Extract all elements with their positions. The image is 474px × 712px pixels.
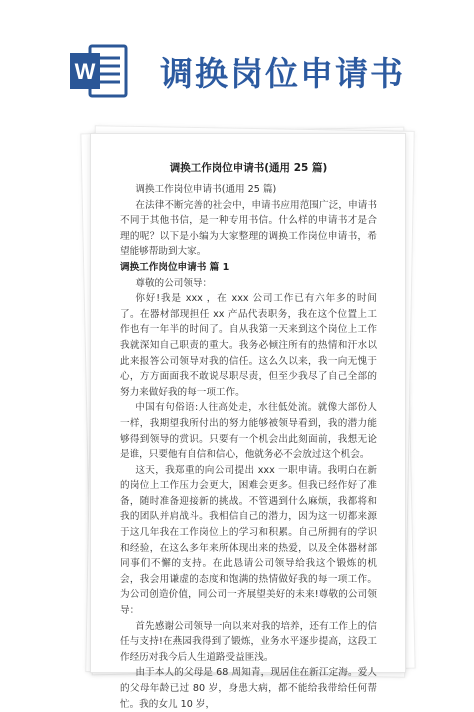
body-paragraph: 你好!我是 xxx ，在 xxx 公司工作已有六年多的时间了。在器材部现担任 xx 产品代表职务，我在这个位置上工作也有一年半的时间了。自从我第一天来到这个岗位上工作我就深知自己职责的重大。我务必倾注所有的热情和汗水以此来报答公司领导对我的信任。这么久以来，我一向无愧于心，方方面面我不敢说尽职尽责，但至少我尽了自己全部的努力来做好我的每一项工作。 <box>120 293 377 398</box>
section-heading: 调换工作岗位申请书 篇 1 <box>120 261 230 273</box>
body-paragraph: 这天，我郑重的向公司提出 xxx 一职申请。我明白在新的岗位上工作压力会更大，困难会更多。但我已经作好了准备，随时准备迎接新的挑战。不管遇到什么麻烦，我都将和我的团队并肩战斗。我相信自己的潜力，因为这一切都来源于这几年我在工作岗位上的学习和积累。自己所拥有的学识和经验，在这么多年来所体现出来的热爱，以及全体器材部同事们不懈的支持。在此恳请公司领导给我这个锻炼的机会，我会用谦虚的态度和饱满的热情做好我的每一项工作。为公司创造价值，同公司一齐展望美好的未来!尊敬的公司领导： <box>120 464 377 617</box>
banner-title: 调换岗位申请书 <box>160 54 405 93</box>
intro-paragraph: 在法律不断完善的社会中，申请书应用范围广泛，申请书不同于其他书信，是一种专用书信。什么样的申请书才是合理的呢？以下是小编为大家整理的调换工作岗位申请书，希望能够帮助到大家。 <box>120 199 377 258</box>
document-title: 调换工作岗位申请书(通用 25 篇) <box>169 162 328 174</box>
body-paragraph: 首先感谢公司领导一向以来对我的培养，还有工作上的信任与支持!在燕园我得到了锻炼，业务水平逐步提高，这段工作经历对我今后人生道路受益匪浅。 <box>120 620 377 663</box>
intro-paragraph: 调换工作岗位申请书(通用 25 篇) <box>135 184 277 195</box>
body-paragraph: 中国有句俗语:人往高处走，水往低处流。就像大部份人一样，我期望我所付出的努力能够被领导看到，我的潜力能够得到领导的赏识。只要有一个机会出此刻面前，我想无论是谁，只要他有自信和信心，他就务必不会放过这个机会。 <box>120 402 377 461</box>
body-paragraph: 由于本人的父母是 68 周知青，现居住在新江定海。爱人的父母年龄已过 80 岁，身患大病，都不能给我带给任何帮忙。我的女儿 10 岁， <box>120 667 377 710</box>
salutation: 尊敬的公司领导： <box>135 277 213 289</box>
word-document-icon <box>68 42 128 100</box>
document-page <box>90 133 406 710</box>
banner <box>0 0 474 120</box>
word-icon-letter: W <box>74 59 96 84</box>
